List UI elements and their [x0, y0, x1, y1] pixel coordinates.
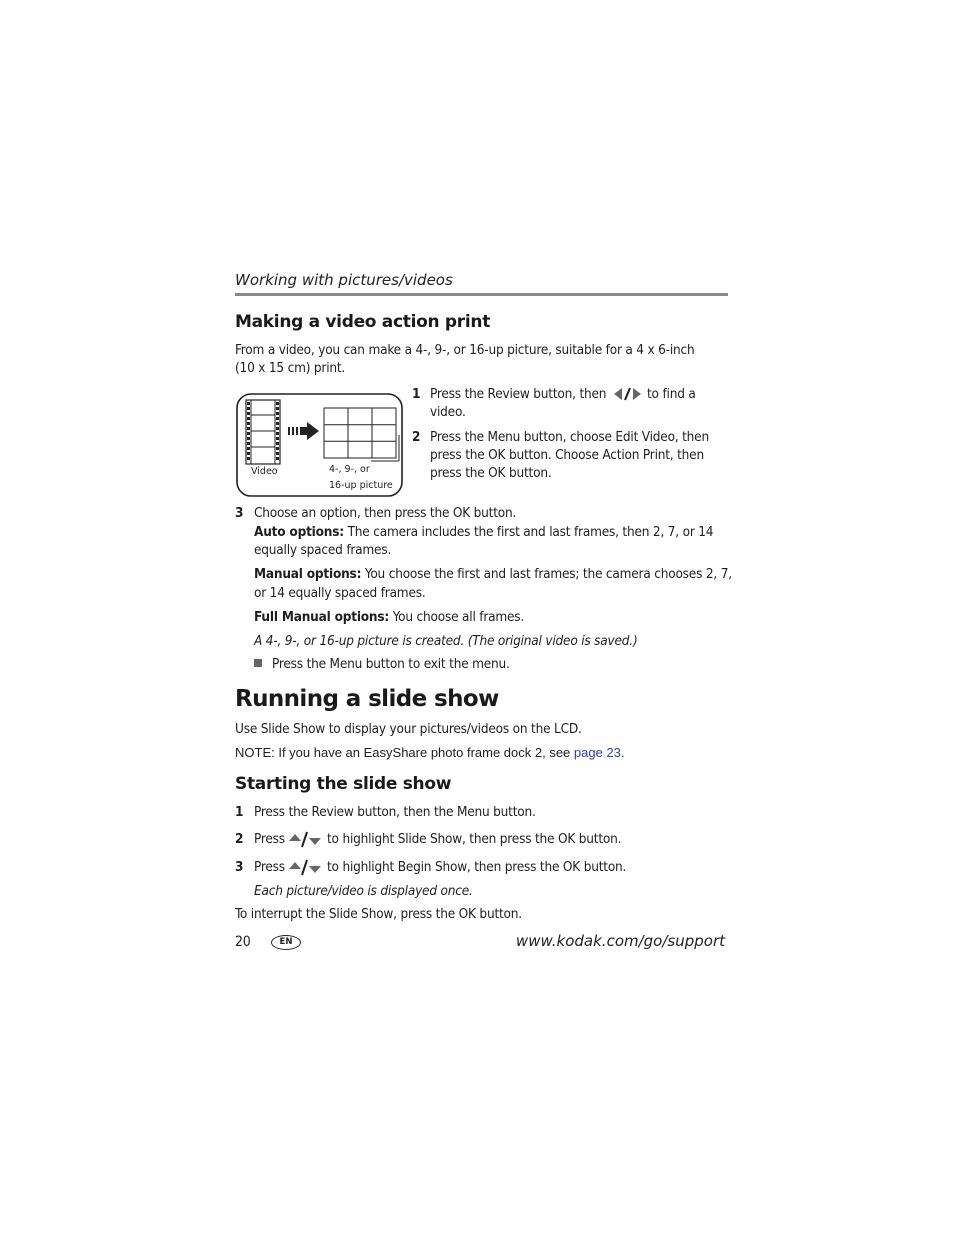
result-note: A 4-, 9-, or 16-up picture is created. (The original video is saved.)	[254, 633, 638, 649]
step-3-text: Choose an option, then press the OK button.	[254, 505, 517, 521]
interrupt-text: To interrupt the Slide Show, press the OK button.	[235, 906, 522, 922]
figure-label-result-1: 4-, 9-, or	[329, 464, 370, 475]
step-2-line3: press the OK button.	[430, 465, 552, 481]
intro-line-2: (10 x 15 cm) print.	[235, 360, 346, 376]
up-down-arrows-icon	[287, 830, 323, 848]
header-rule	[235, 293, 728, 296]
step-1-text-before: Press the Review button, then	[430, 386, 607, 402]
note-photo-frame-dock: NOTE: If you have an EasyShare photo frame dock 2, see page 23.	[235, 745, 625, 760]
manual-options-line1: Manual options: You choose the first and last frames; the camera chooses 2, 7,	[254, 566, 732, 582]
figure-label-video: Video	[251, 466, 278, 477]
bullet-exit-menu: Press the Menu button to exit the menu.	[254, 655, 510, 673]
bullet-square-icon	[254, 659, 262, 667]
slide-step-3-after: to highlight Begin Show, then press the OK button.	[327, 859, 627, 875]
language-badge-en: EN	[271, 935, 301, 950]
auto-options-line1: Auto options: The camera includes the first and last frames, then 2, 7, or 14	[254, 524, 714, 540]
running-head: Working with pictures/videos	[235, 271, 453, 289]
slide-step-3-before: Press	[254, 859, 285, 875]
section-heading-slide-show: Running a slide show	[235, 686, 499, 712]
manual-options-line2: or 14 equally spaced frames.	[254, 585, 426, 601]
slide-step-1-text: Press the Review button, then the Menu button.	[254, 804, 536, 820]
support-url[interactable]: www.kodak.com/go/support	[515, 932, 725, 950]
full-manual-options: Full Manual options: You choose all frames.	[254, 609, 525, 625]
step-2-line1: Press the Menu button, choose Edit Video, then	[430, 429, 709, 445]
page-23-link[interactable]: page 23	[573, 745, 621, 760]
step-3-number: 3	[235, 505, 244, 521]
left-right-arrows-icon	[613, 387, 643, 401]
multiup-grid-icon	[324, 408, 396, 458]
slide-step-2-after: to highlight Slide Show, then press the OK button.	[327, 831, 622, 847]
step-1-number: 1	[412, 386, 421, 402]
intro-line-1: From a video, you can make a 4-, 9-, or 16-up picture, suitable for a 4 x 6-inch	[235, 342, 695, 358]
figure-label-result-2: 16-up picture	[329, 480, 393, 491]
step-1-text-line2: video.	[430, 404, 466, 420]
sub-heading-starting-slide-show: Starting the slide show	[235, 774, 452, 794]
step-2-number: 2	[412, 429, 421, 445]
section-heading-video-print: Making a video action print	[235, 312, 491, 332]
film-strip-icon	[246, 400, 280, 464]
step-1-text-after: to find a	[647, 386, 696, 402]
slide-step-2-number: 2	[235, 831, 244, 847]
step-2-line2: press the OK button. Choose Action Print, then	[430, 447, 704, 463]
slide-step-1-number: 1	[235, 804, 244, 820]
slide-show-intro: Use Slide Show to display your pictures/videos on the LCD.	[235, 721, 582, 737]
slide-step-2-before: Press	[254, 831, 285, 847]
slide-step-3-number: 3	[235, 859, 244, 875]
up-down-arrows-icon	[287, 858, 323, 876]
each-picture-note: Each picture/video is displayed once.	[254, 883, 473, 899]
auto-options-line2: equally spaced frames.	[254, 542, 392, 558]
page-number: 20	[235, 934, 251, 950]
